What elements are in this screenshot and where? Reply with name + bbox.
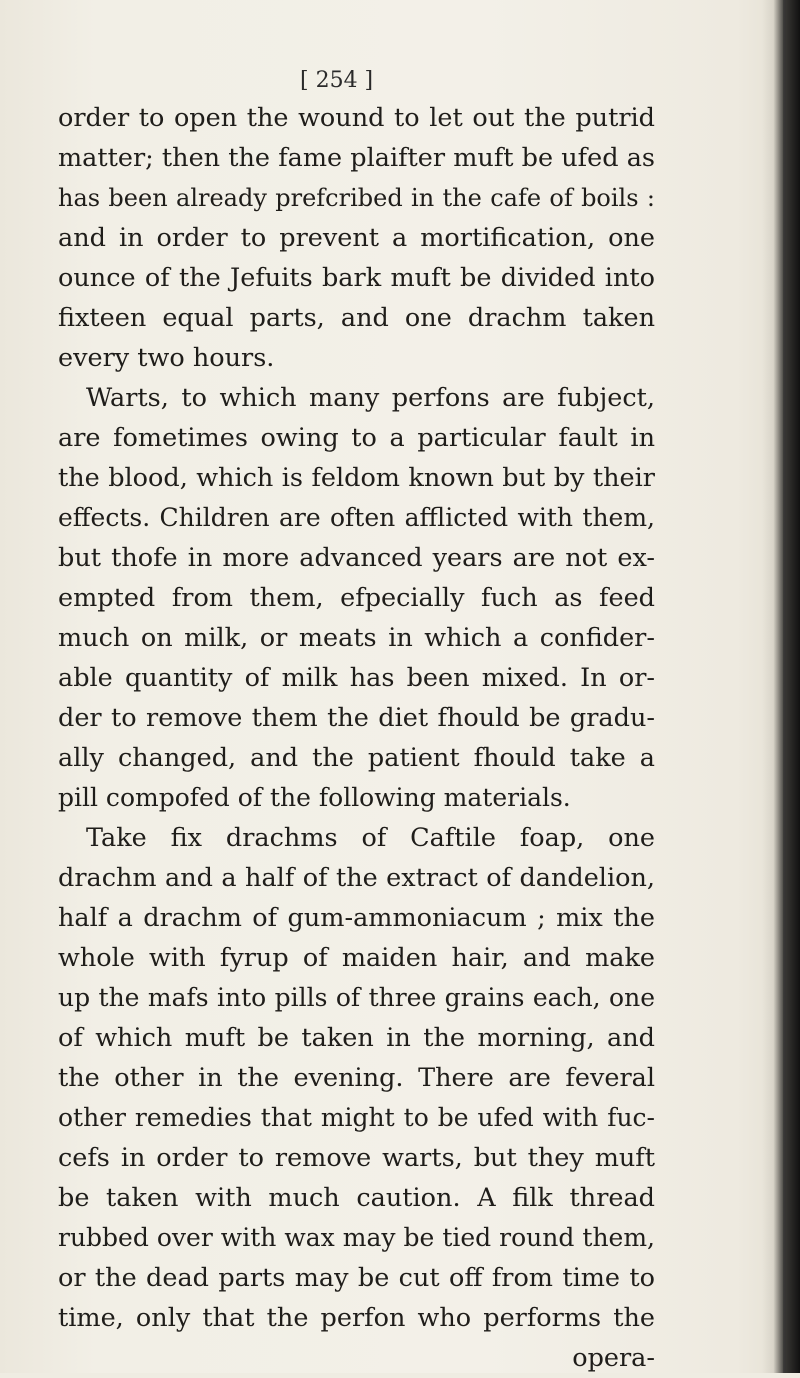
text-line: ally changed, and the patient fhould take a [58, 743, 655, 773]
text-line: are fometimes owing to a particular fault in [58, 423, 655, 453]
text-line: rubbed over with wax may be tied round them, [58, 1223, 655, 1252]
text-line: the other in the evening. There are feveral [58, 1063, 655, 1093]
text-line: or the dead parts may be cut off from time to [58, 1263, 655, 1293]
text-line: Warts, to which many perfons are fubject, [86, 383, 655, 413]
text-line: every two hours. [58, 343, 275, 373]
text-line: much on milk, or meats in which a confider- [58, 623, 655, 653]
text-line: be taken with much caution. A filk thread [58, 1183, 655, 1213]
text-line: drachm and a half of the extract of dandelion, [58, 863, 655, 893]
text-line: half a drachm of gum-ammoniacum ; mix the [58, 903, 655, 933]
text-line: pill compofed of the following materials. [58, 783, 571, 812]
text-line: order to open the wound to let out the putrid [58, 103, 655, 133]
page-binding-shadow [783, 0, 786, 1373]
text-line: ounce of the Jefuits bark muft be divided into [58, 263, 655, 293]
text-line: time, only that the perfon who performs the [58, 1303, 655, 1333]
text-line: fixteen equal parts, and one drachm taken [58, 303, 655, 333]
page-binding-edge [762, 0, 800, 1373]
text-line: and in order to prevent a mortification, one [58, 223, 655, 253]
text-line: up the mafs into pills of three grains each, one [58, 983, 655, 1012]
text-line: effects. Children are often afflicted with them, [58, 503, 655, 532]
catchword: opera- [572, 1343, 655, 1373]
text-line: der to remove them the diet fhould be gradu- [58, 703, 655, 733]
text-line: has been already prefcribed in the cafe of boils : [58, 184, 655, 212]
text-line: whole with fyrup of maiden hair, and make [58, 943, 655, 973]
text-line: cefs in order to remove warts, but they muft [58, 1143, 655, 1173]
page-number: [ 254 ] [300, 68, 374, 93]
text-line: empted from them, efpecially fuch as feed [58, 583, 655, 613]
text-line: Take fix drachms of Caftile foap, one [86, 823, 655, 853]
text-line: able quantity of milk has been mixed. In or- [58, 663, 655, 693]
text-line: matter; then the fame plaifter muft be ufed as [58, 143, 655, 173]
text-line: other remedies that might to be ufed with fuc- [58, 1103, 655, 1132]
text-line: of which muft be taken in the morning, and [58, 1023, 655, 1053]
text-line: the blood, which is feldom known but by their [58, 463, 655, 493]
text-line: but thofe in more advanced years are not ex- [58, 543, 655, 573]
